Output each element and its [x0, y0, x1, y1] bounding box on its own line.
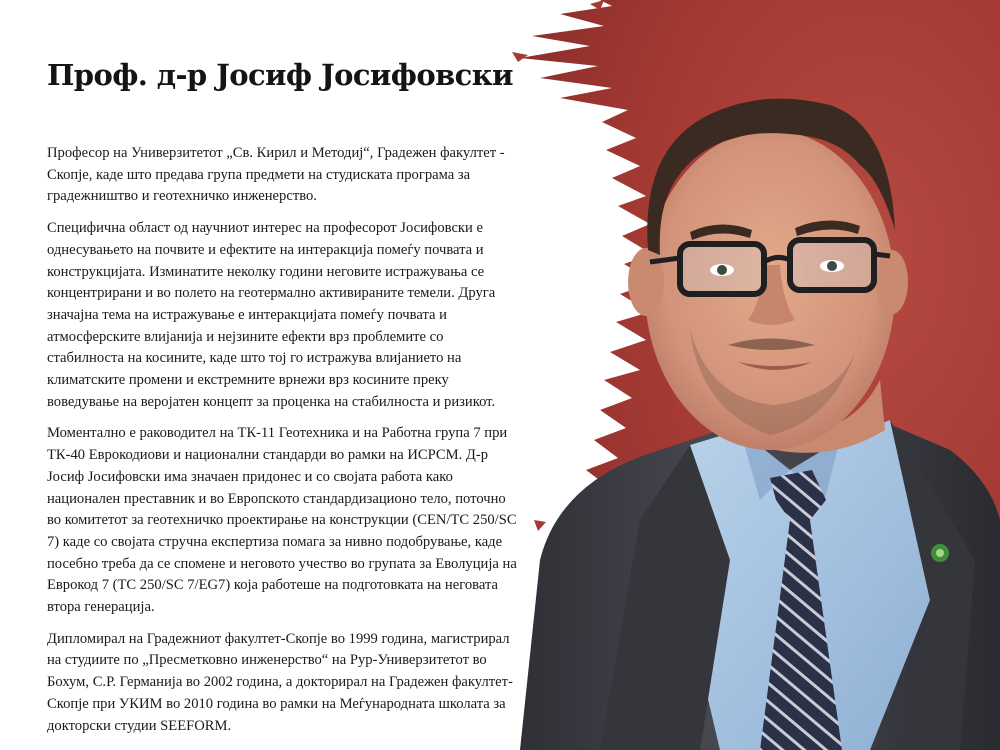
bio-paragraph-education: Дипломирал на Градежниот факултет-Скопје во 1999 година, магистрирал на студиите по „Пресметковно инженерство“ на Рур-Универзитетот во Бохум, С.Р. Германија во 2002 година, а докторирал на Градежен факултет-Скопје при УКИМ во 2010 година во рамки на Меѓународната школата за докторски студии SEEFORM. [47, 630, 513, 734]
page-title: Проф. д-р Јосиф Јосифовски [47, 58, 513, 92]
lapel-pin-icon [931, 544, 949, 562]
bio-paragraph-committees: Моментално е раководител на ТК-11 Геотехника и на Работна група 7 при ТК-40 Еврокодиови и национални стандарди во рамки на ИСРСМ. Д-р Јосиф Јосифовски има значаен придонес и со својата работа како национален преставник и во Европското стандардизационо тело, поточно во комитетот за геотехничко проектирање на конструкции (CEN/TC 250/SC 7) каде со својата стручна експертиза помага за нивно подобрување, каде посебно треба да се спомене и неговото учество во групата за Еволуција на Еврокод 7 (TC 250/SC 7/EG7) која работеше на подготовката на неговата втора генерација. [47, 425, 517, 616]
bio-paragraph-position: Професор на Универзитетот „Св. Кирил и Методиј“, Градежен факултет - Скопје, каде што предава група предмети на студиската програма за градежништво и геотехничко инженерство. [47, 145, 505, 205]
bio-body [47, 143, 517, 747]
bio-paragraph-research: Специфична област од научниот интерес на професорот Јосифовски е однесувањето на почвите и ефектите на интеракција помеѓу почвата и конструкцијата. Изминатите неколку години неговите истражувања се концентрирани и во полето на геотермално активираните темели. Друга значајна тема на истражување е интеракцијата помеѓу почвата и атмосферските влијанија и нејзините ефекти врз проблемите со стабилноста на косините, каде што тој го истражува влијанието на климатските промени и екстремните врнежи врз косините преку воведување на веројатен концепт за проценка на стабилноста и ризикот. [47, 220, 496, 410]
